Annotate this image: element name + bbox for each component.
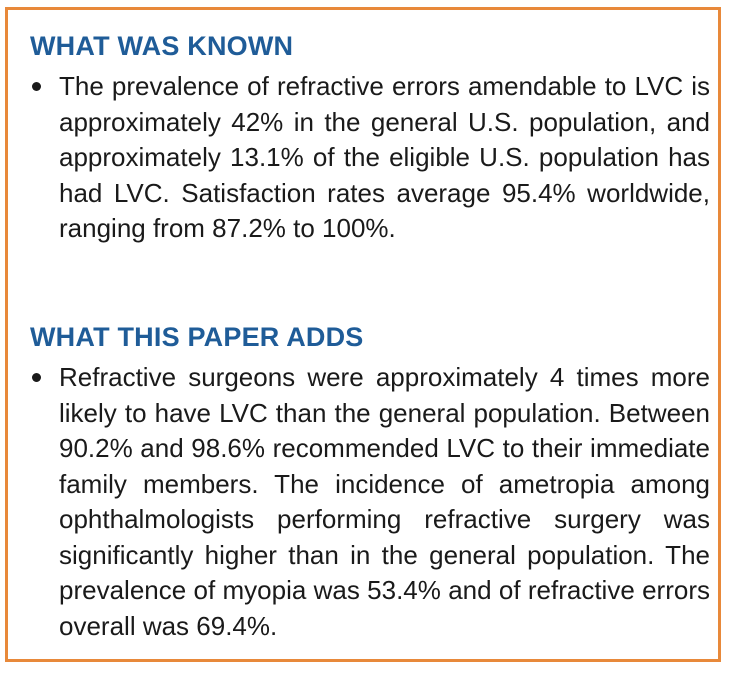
bullet-icon	[32, 373, 41, 382]
what-this-paper-adds-text: Refractive surgeons were approximately 4 times more likely to have LVC than the general population. Between 90.2% and 98.6% recommended LVC to their immediate family members. The incidence of ametropia among ophthalmologists performing refractive surgery was significantly higher than in the general population. The prevalence of myopia was 53.4% and of refractive errors overall was 69.4%.	[59, 362, 710, 641]
what-was-known-heading: WHAT WAS KNOWN	[30, 31, 294, 61]
what-was-known-section	[30, 29, 710, 247]
what-this-paper-adds-heading: WHAT THIS PAPER ADDS	[30, 322, 364, 352]
what-this-paper-adds-bullet	[30, 360, 710, 644]
key-points-box	[5, 7, 721, 662]
what-was-known-bullet	[30, 69, 710, 247]
what-was-known-text: The prevalence of refractive errors amendable to LVC is approximately 42% in the general U.S. population, and approximately 13.1% of the eligible U.S. population has had LVC. Satisfaction rates average 95.4% worldwide, ranging from 87.2% to 100%.	[59, 71, 710, 243]
what-this-paper-adds-section	[30, 320, 710, 644]
bullet-icon	[32, 82, 41, 91]
